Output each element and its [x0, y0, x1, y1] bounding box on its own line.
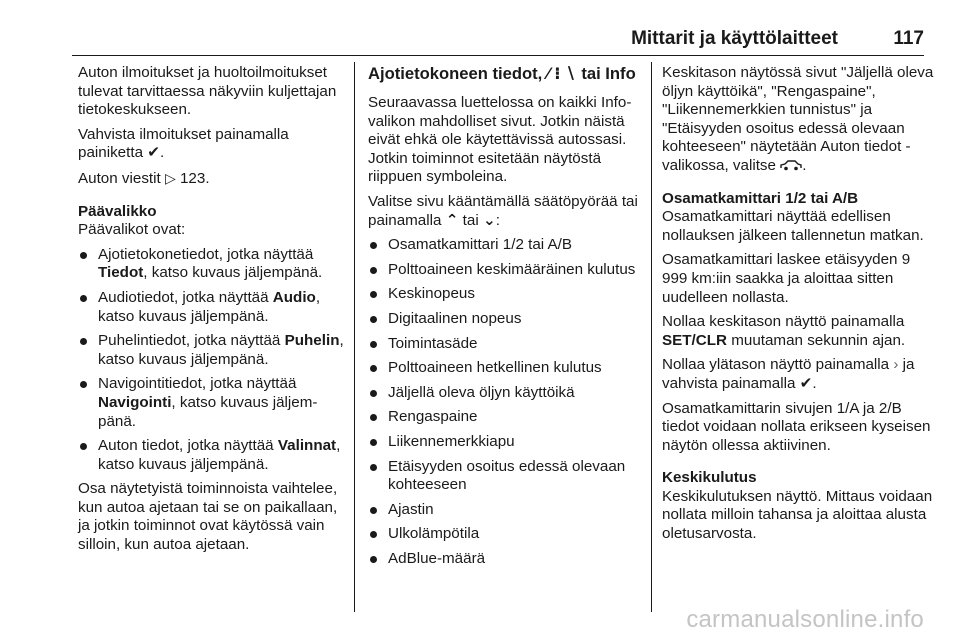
list-item-text: Digitaalinen nopeus: [388, 309, 522, 327]
list-item: [78, 437, 348, 474]
list-item-text: Audiotiedot, jotka näyttää: [98, 288, 269, 306]
menu-name: Navigointi: [98, 393, 172, 411]
list-item: [368, 501, 648, 520]
car-icon: [780, 159, 802, 171]
main-menu-list: [78, 246, 348, 475]
bullet-icon: [370, 291, 377, 298]
page-title: Mittarit ja käyttölaitteet: [631, 28, 838, 49]
paragraph-text: Nollaa keskitason näyttö painamalla: [662, 313, 905, 331]
bullet-icon: [370, 365, 377, 372]
bullet-icon: [80, 381, 87, 388]
menu-name: Tiedot: [98, 264, 144, 282]
list-item: [368, 433, 648, 452]
bullet-icon: [370, 414, 377, 421]
paragraph: Seuraavassa luettelossa on kaikki Info-valikon mahdolliset sivut. Jotkin näistä eivät ehkä ole käytettävissä autossasi. Jotkin toiminnot esitetään näytöstä riippuen symboleina.: [368, 94, 632, 186]
paragraph-text: .: [802, 156, 807, 174]
list-item-text: Liikennemerkkiapu: [388, 432, 515, 450]
paragraph: Keskikulutuksen näyttö. Mittaus voidaan nollata milloin tahansa ja aloittaa alusta oletusarvosta.: [662, 487, 933, 543]
list-item-text: Auton tiedot, jotka näyttää: [98, 437, 274, 455]
header-rule: [72, 55, 924, 56]
paragraph-text: Auton viestit: [78, 169, 161, 187]
paragraph: Auton ilmoitukset ja huoltoilmoitukset tulevat tarvittaessa näkyviin kuljettajan tietokeskukseen.: [78, 64, 337, 119]
paragraph-text: Vahvista ilmoitukset painamalla painiketta: [78, 125, 289, 162]
section-heading-text: tai Info: [581, 64, 636, 83]
list-item-text: Polttoaineen hetkellinen kulutus: [388, 359, 602, 377]
sub-heading: Keskikulutus: [662, 469, 757, 487]
column-1: [78, 64, 348, 561]
list-item-text: Rengaspaine: [388, 408, 478, 426]
button-name: SET/CLR: [662, 331, 727, 349]
paragraph-text: muutaman sekunnin ajan.: [731, 331, 906, 349]
section-heading-text: Ajotietokoneen tiedot,: [368, 64, 543, 83]
paragraph-text: ja vahvista painamalla: [662, 356, 915, 392]
paragraph-text: .: [812, 374, 817, 392]
bullet-icon: [370, 556, 377, 563]
paragraph: Osamatkamittarin sivujen 1/A ja 2/B tiedot voidaan nollata erikseen kyseisen näytön ollessa aktiivinen.: [662, 399, 931, 454]
list-item-text: Osamatkamittari 1/2 tai A/B: [388, 236, 573, 254]
list-item-text: AdBlue-määrä: [388, 549, 486, 567]
bullet-icon: [370, 464, 377, 471]
list-item-text: Navigointitiedot, jotka näyttää: [98, 375, 297, 393]
list-item: [368, 285, 648, 304]
column-divider-2: [651, 62, 652, 612]
paragraph: [662, 356, 937, 393]
list-item-text: Jäljellä oleva öljyn käyttöikä: [388, 383, 575, 401]
column-divider-1: [354, 62, 355, 612]
chevron-up-icon: ⌃: [445, 211, 459, 229]
bullet-icon: [370, 507, 377, 514]
paragraph: [368, 193, 648, 230]
chevron-right-icon: ›: [893, 356, 899, 374]
list-item-text: Ajastin: [388, 500, 434, 518]
checkmark-icon: ✔: [799, 374, 813, 392]
page-reference-link[interactable]: 123.: [179, 169, 210, 187]
list-item-text: Etäisyyden osoitus edessä olevaan kohteeseen: [388, 457, 626, 494]
list-item-text: , katso kuvaus jäljempänä.: [98, 437, 341, 473]
trip-computer-icon: ⁄ ⁝ ∖: [546, 64, 577, 83]
menu-name: Audio: [272, 288, 316, 306]
list-item: [78, 289, 348, 326]
paragraph-text: :: [495, 211, 500, 229]
list-item: [368, 384, 648, 403]
paragraph: [662, 64, 937, 176]
list-item-text: Polttoaineen keskimääräinen kulutus: [388, 260, 636, 278]
paragraph-text: .: [159, 144, 165, 162]
paragraph-text: tai: [462, 211, 479, 229]
menu-name: Valinnat: [277, 437, 337, 455]
list-item: [368, 525, 648, 544]
list-item: [368, 261, 648, 280]
list-item: [78, 375, 348, 431]
list-item-text: , katso kuvaus jäljempänä.: [98, 332, 344, 368]
list-item: [78, 246, 348, 283]
paragraph: Osamatkamittari laskee etäisyyden 9 999 km:iin saakka ja aloittaa sitten uudelleen nollasta.: [662, 251, 911, 306]
bullet-icon: [80, 338, 87, 345]
list-item-text: Puhelintiedot, jotka näyttää: [98, 332, 281, 350]
list-item: [368, 550, 648, 569]
list-item-text: Toimintasäde: [388, 334, 478, 352]
paragraph: Osamatkamittari näyttää edellisen nollauksen jälkeen tallennetun matkan.: [662, 208, 924, 244]
paragraph: [78, 169, 348, 189]
bullet-icon: [370, 267, 377, 274]
menu-name: Puhelin: [284, 332, 340, 350]
info-pages-list: [368, 236, 648, 568]
bullet-icon: [80, 252, 87, 259]
paragraph: [662, 313, 937, 350]
bullet-icon: [370, 341, 377, 348]
list-item-text: Ulkolämpötila: [388, 525, 480, 543]
bullet-icon: [370, 390, 377, 397]
chevron-down-icon: ⌄: [482, 211, 496, 229]
paragraph-text: Nollaa ylätason näyttö painamalla: [662, 356, 890, 374]
bullet-icon: [80, 295, 87, 302]
page-reference-icon: ▷: [164, 169, 176, 186]
list-item: [368, 310, 648, 329]
bullet-icon: [370, 316, 377, 323]
checkmark-icon: ✔: [147, 144, 160, 162]
column-3: [662, 64, 937, 550]
list-item: [368, 408, 648, 427]
list-item: [368, 236, 648, 255]
list-item-text: Ajotietokonetiedot, jotka näyttää: [98, 245, 314, 263]
page-header: [0, 0, 960, 58]
list-item: [368, 335, 648, 354]
list-item-text: , katso kuvaus jäljempänä.: [98, 288, 321, 325]
paragraph: Päävalikot ovat:: [78, 221, 186, 239]
list-item-text: , katso kuvaus jäljempänä.: [98, 393, 318, 430]
list-item-text: , katso kuvaus jäljempänä.: [143, 264, 323, 282]
column-2: [368, 64, 648, 574]
watermark: carmanualsonline.info: [686, 606, 924, 633]
paragraph-text: Valitse sivu kääntämällä säätöpyörää tai painamalla: [368, 192, 638, 229]
bullet-icon: [370, 531, 377, 538]
list-item: [368, 458, 648, 495]
page-number: 117: [893, 28, 924, 49]
section-heading: [368, 64, 648, 84]
sub-heading: Päävalikko: [78, 202, 157, 220]
paragraph-text: Keskitason näytössä sivut "Jäljellä oleva öljyn käyttöikä", "Rengaspaine", "Liikennemerkkien tunnistus" ja "Etäisyyden osoitus edessä olevaan kohteeseen" näytetään Auton tiedot -valikossa, valitse: [662, 64, 934, 174]
list-item: [368, 359, 648, 378]
list-item-text: Keskinopeus: [388, 285, 475, 303]
bullet-icon: [80, 443, 87, 450]
sub-heading: Osamatkamittari 1/2 tai A/B: [662, 189, 859, 207]
bullet-icon: [370, 439, 377, 446]
list-item: [78, 332, 348, 369]
paragraph: [78, 126, 348, 163]
bullet-icon: [370, 242, 377, 249]
paragraph: Osa näytetyistä toiminnoista vaihtelee, kun autoa ajetaan tai se on paikallaan, ja jotkin toiminnot ovat käytössä vain silloin, kun autoa ajetaan.: [78, 480, 338, 554]
